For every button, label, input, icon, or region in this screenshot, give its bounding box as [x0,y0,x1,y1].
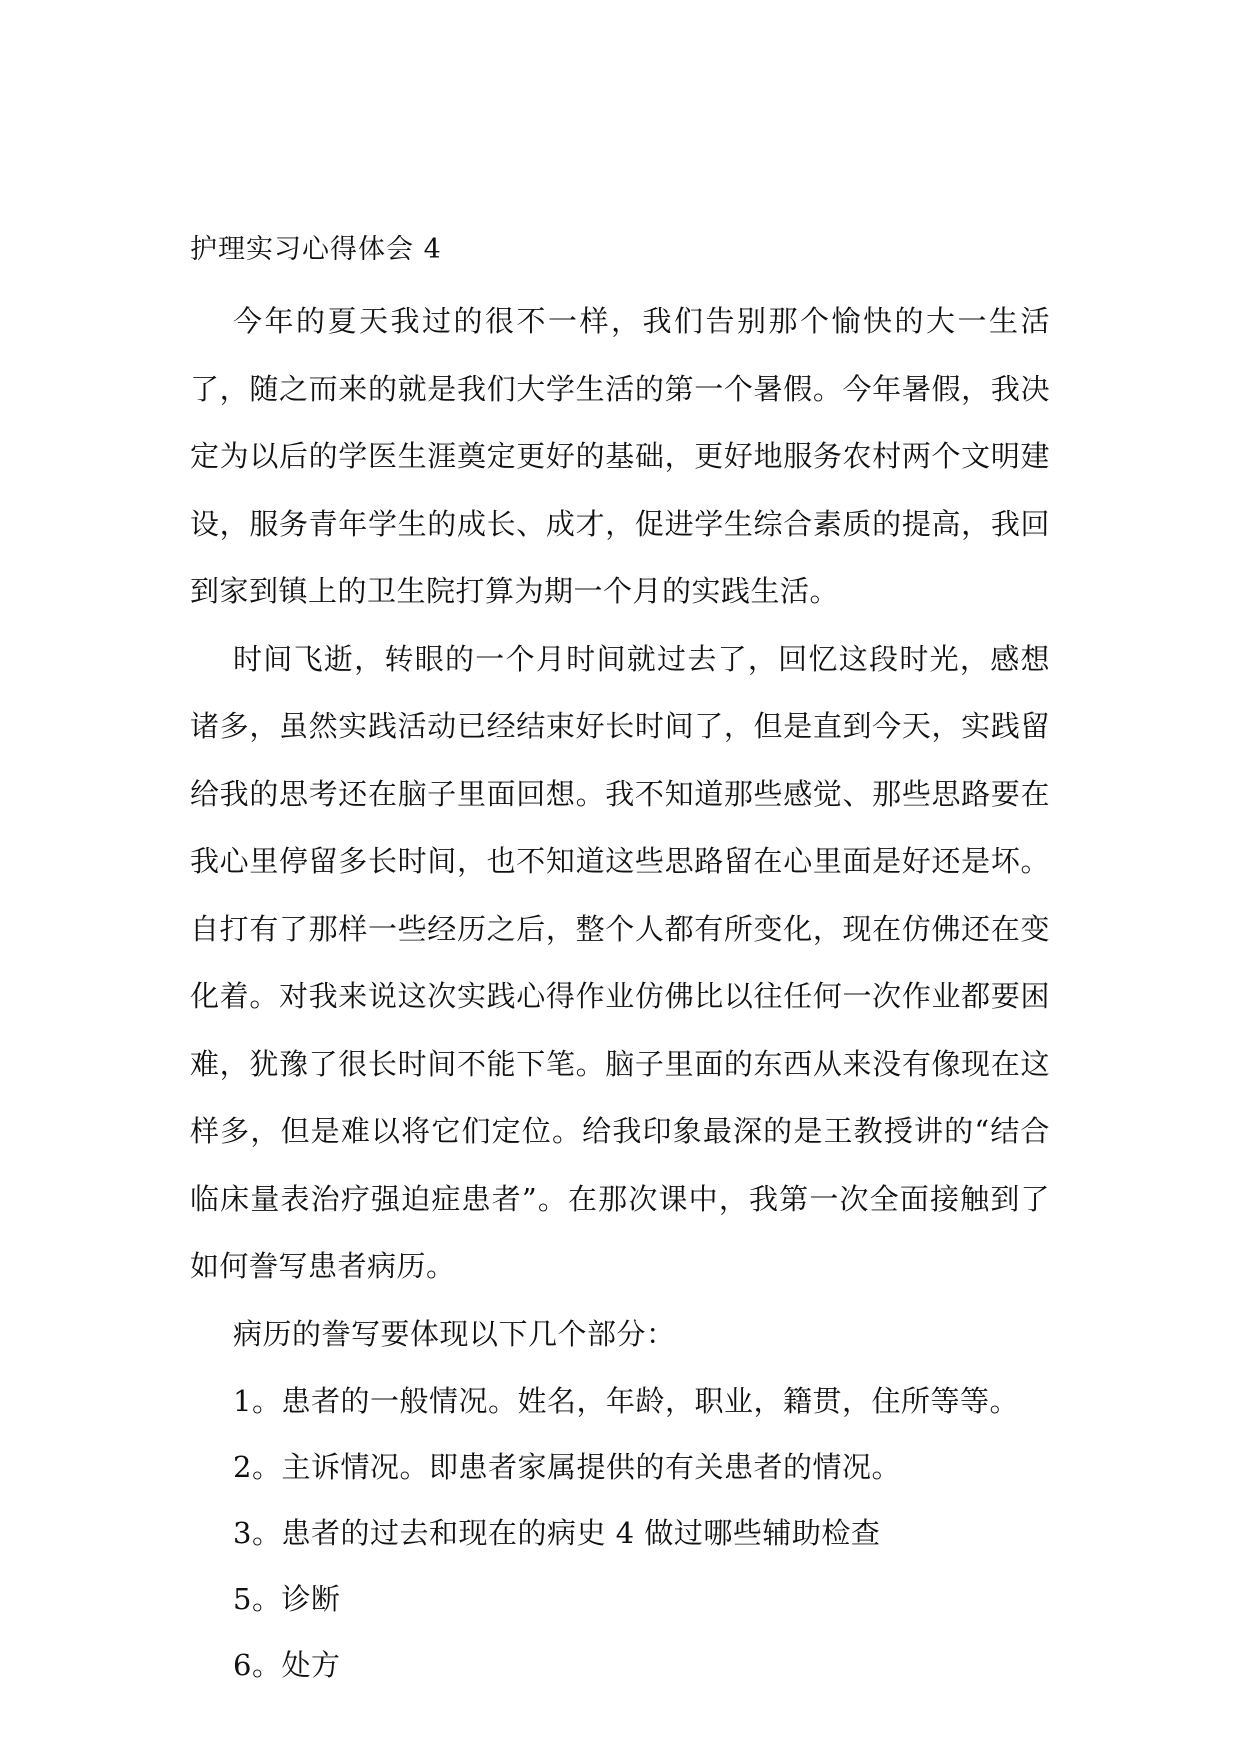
list-item: 6。处方 [233,1648,341,1682]
paragraph: 病历的誊写要体现以下几个部分： [233,1316,676,1351]
list-item: 3。患者的过去和现在的病史 4 做过哪些辅助检查 [233,1516,881,1550]
document-body [190,230,1050,1698]
paragraph: 今年的夏天我过的很不一样，我们告别那个愉快的大一生活了，随之而来的就是我们大学生活的第一个暑假。今年暑假，我决定为以后的学医生涯奠定更好的基础，更好地服务农村两个文明建设，服务青年学生的成长、成才，促进学生综合素质的提高，我回到家到镇上的卫生院打算为期一个月的实践生活。 [190,304,1050,608]
list-item: 1。患者的一般情况。姓名，年龄，职业，籍贯，住所等等。 [233,1384,1019,1418]
list-item: 2。主诉情况。即患者家属提供的有关患者的情况。 [233,1450,901,1484]
paragraph: 时间飞逝，转眼的一个月时间就过去了，回忆这段时光，感想诸多，虽然实践活动已经结束好长时间了，但是直到今天，实践留给我的思考还在脑子里面回想。我不知道那些感觉、那些思路要在我心里停留多长时间，也不知道这些思路留在心里面是好还是坏。自打有了那样一些经历之后，整个人都有所变化，现在仿佛还在变化着。对我来说这次实践心得作业仿佛比以往任何一次作业都要困难，犹豫了很长时间不能下笔。脑子里面的东西从来没有像现在这样多，但是难以将它们定位。给我印象最深的是王教授讲的“结合临床量表治疗强迫症患者”。在那次课中，我第一次全面接触到了如何誊写患者病历。 [190,641,1050,1283]
medical-record-parts-list [190,1368,1050,1698]
document-title: 护理实习心得体会 4 [190,234,442,265]
list-item: 5。诊断 [233,1582,341,1616]
